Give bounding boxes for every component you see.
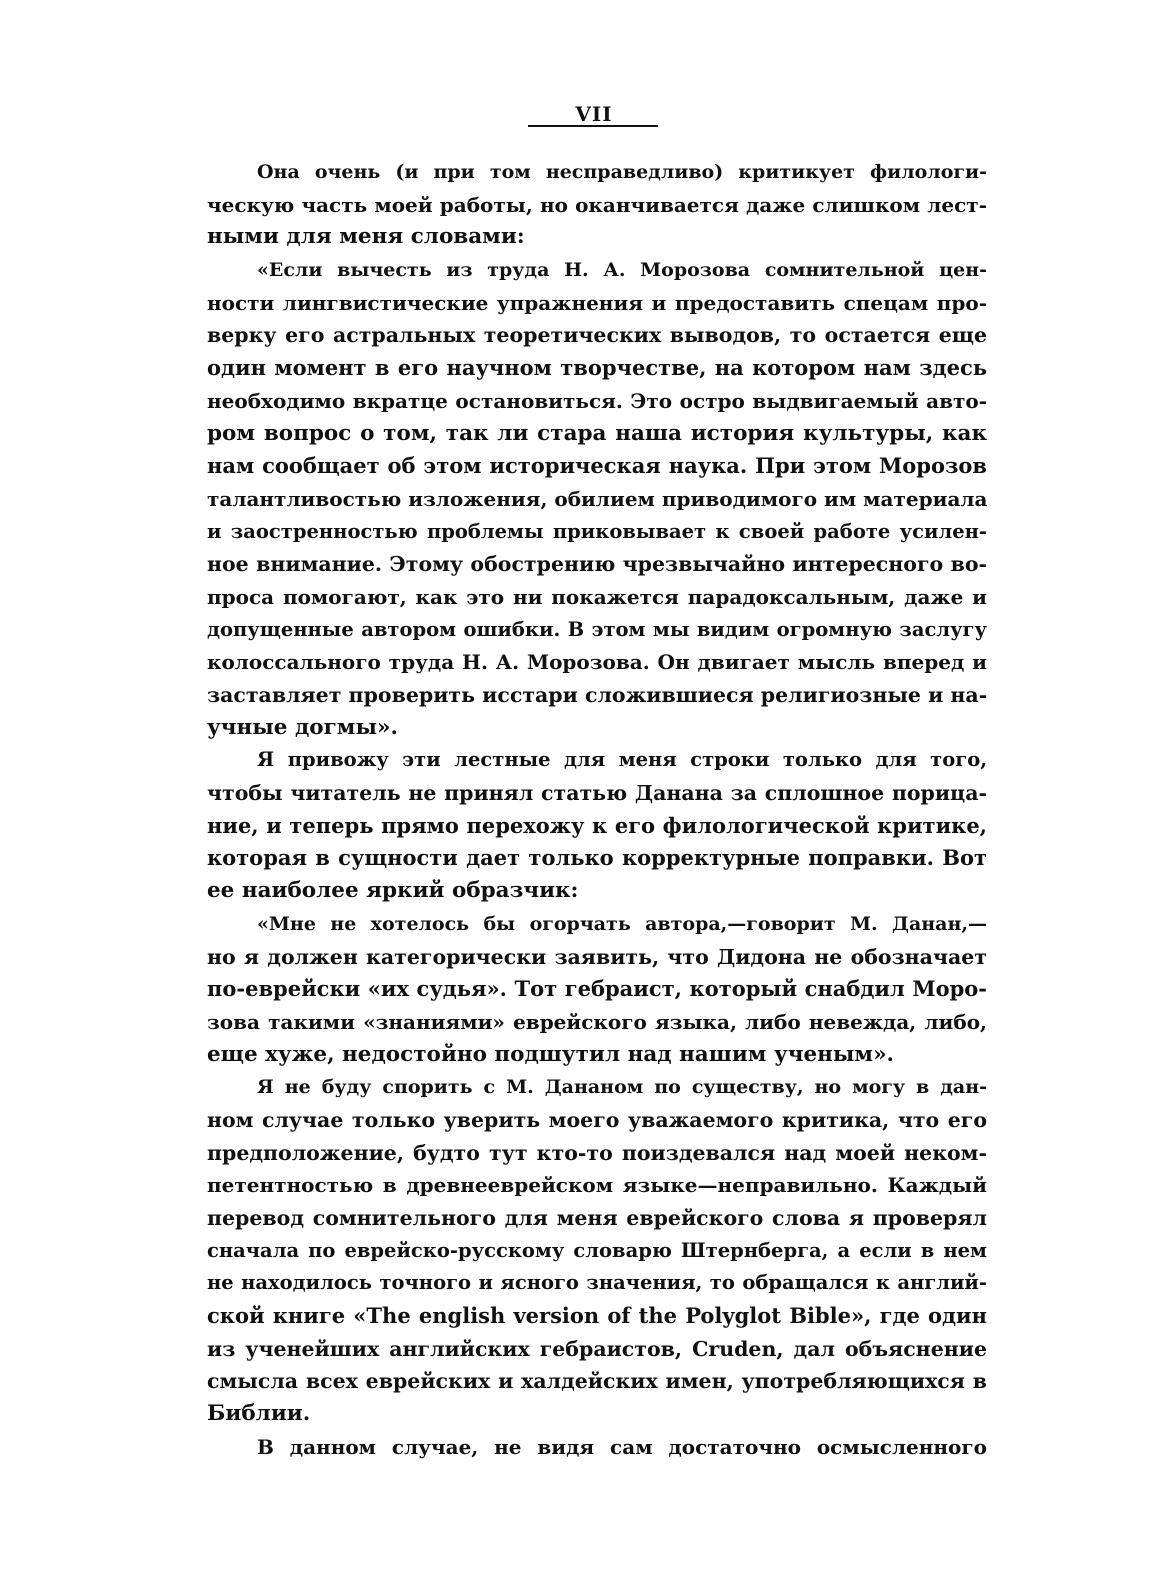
text-line: не находилось точного и ясного значения, то обращался к англий- [207, 1271, 987, 1295]
text-line: «Если вычесть из труда Н. А. Морозова сомнительной цен- [257, 259, 987, 282]
text-line: предположение, будто тут кто-то поиздевался над моей неком- [207, 1140, 987, 1165]
text-line: Она очень (и при том несправедливо) критикует филологи- [257, 161, 987, 183]
text-line: Я привожу эти лестные для меня строки только для того, [257, 748, 987, 772]
text-line: колоссального труда Н. А. Морозова. Он двигает мысль вперед и [207, 650, 987, 675]
text-line: Библии. [207, 1401, 311, 1427]
text-line: нам сообщает об этом историческая наука. При этом Морозов [207, 453, 987, 479]
text-line: из ученейших английских гебраистов, Cruden, дал объяснение [207, 1336, 987, 1361]
text-line: которая в сущности дает только корректурные поправки. Вот [207, 845, 987, 871]
text-line: ее наиболее яркий образчик: [207, 878, 579, 904]
text-line: петентностью в древнееврейском языке—неправильно. Каждый [207, 1173, 987, 1198]
text-line: Я не буду спорить с М. Дананом по существу, но могу в дан- [257, 1076, 987, 1099]
text-line: ром вопрос о том, так ли стара наша история культуры, как [207, 420, 987, 446]
header-rule [528, 125, 658, 127]
text-line: еще хуже, недостойно подшутил над нашим ученым». [207, 1041, 895, 1067]
text-line: верку его астральных теоретических выводов, то остается еще [207, 323, 987, 348]
text-line: зова такими «знаниями» еврейского языка, либо невежда, либо, [207, 1009, 987, 1034]
text-line: В данном случае, не видя сам достаточно осмысленного [257, 1434, 987, 1459]
text-line: талантливостью изложения, обилием приводимого им материала [207, 486, 988, 511]
text-line: заставляет проверить исстари сложившиеся религиозные и на- [207, 683, 988, 707]
text-line: перевод сомнительного для меня еврейского слова я проверял [207, 1206, 987, 1230]
text-line: проса помогают, как это ни покажется парадоксальным, даже и [207, 584, 987, 609]
text-line: допущенные автором ошибки. В этом мы видим огромную заслугу [207, 617, 987, 641]
page-number: VII [575, 102, 613, 126]
text-line: «Мне не хотелось бы огорчать автора,—говорит М. Данан,— [257, 912, 987, 935]
text-line: ном случае только уверить моего уважаемого критика, что его [207, 1107, 987, 1132]
text-line: ными для меня словами: [207, 224, 525, 250]
text-line: сначала по еврейско-русскому словарю Штернберга, а если в нем [207, 1238, 987, 1262]
text-line: один момент в его научном творчестве, на котором нам здесь [207, 355, 987, 381]
text-line: ние, и теперь прямо перехожу к его филологической критике, [207, 812, 987, 838]
text-line: ской книге «The english version of the Polyglot Bible», где один [207, 1303, 987, 1329]
text-line: по-еврейски «их судья». Тот гебраист, который снабдил Моро- [207, 976, 987, 1002]
text-line: ческую часть моей работы, но оканчивается даже слишком лест- [207, 192, 987, 217]
text-line: и заостренностью проблемы приковывает к своей работе усилен- [207, 519, 987, 543]
text-line: смысла всех еврейских и халдейских имен, употребляющихся в [207, 1369, 987, 1394]
text-line: ности лингвистические упражнения и предоставить спецам про- [207, 290, 987, 315]
body-text [207, 156, 987, 1464]
text-line: ное внимание. Этому обострению чрезвычайно интересного во- [207, 552, 987, 577]
text-line: учные догмы». [207, 714, 398, 740]
text-line: необходимо вкратце остановиться. Это остро выдвигаемый авто- [207, 388, 987, 413]
text-line: но я должен категорически заявить, что Дидона не обозначает [207, 944, 987, 969]
text-line: чтобы читатель не принял статью Данана за сплошное порица- [207, 781, 987, 806]
